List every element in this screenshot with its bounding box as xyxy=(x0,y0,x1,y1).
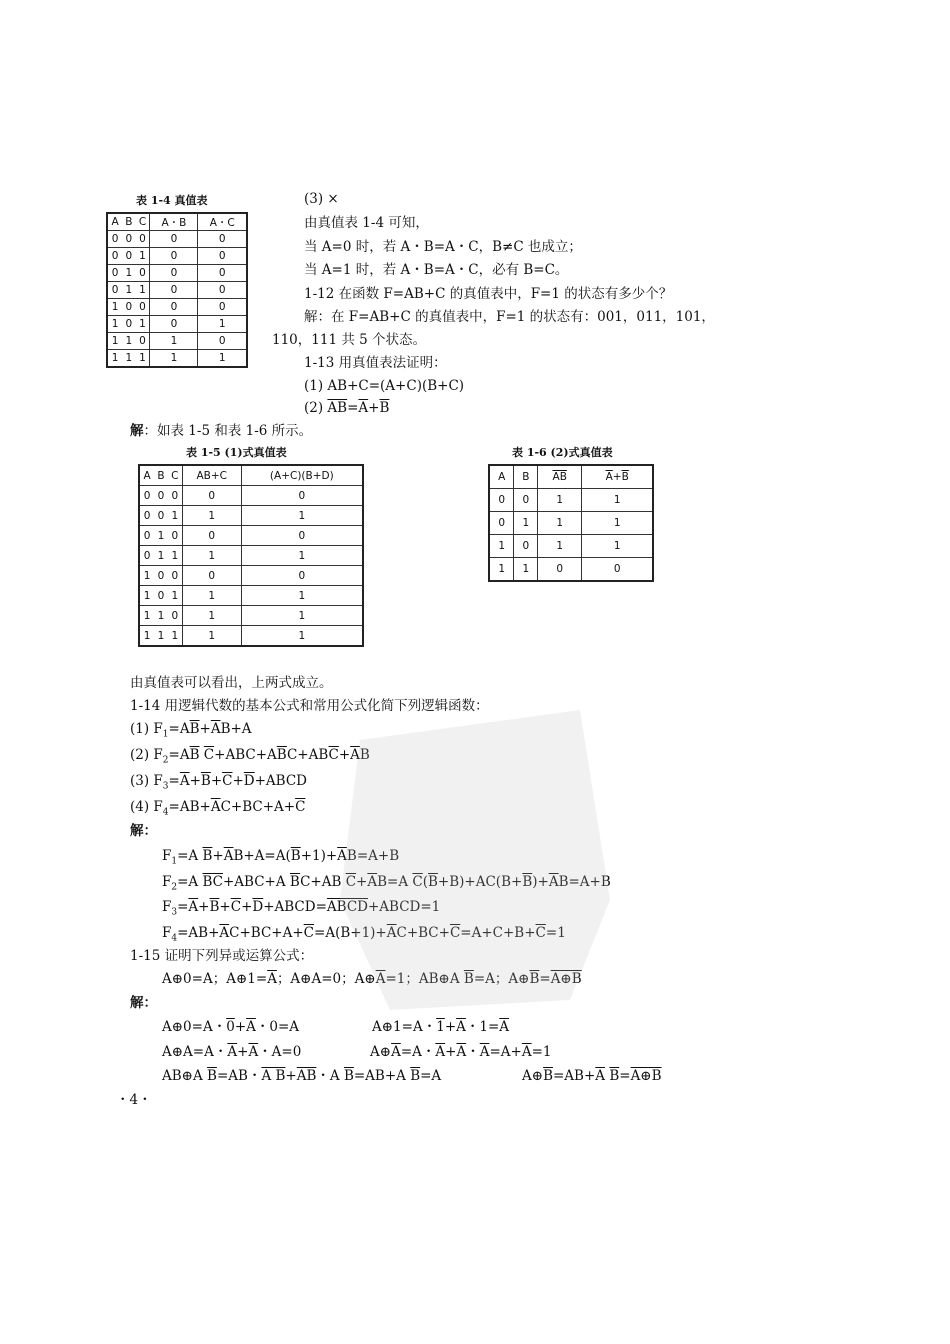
formula-term: $\overline{B}$ xyxy=(379,400,390,416)
table-cell: 0 xyxy=(139,486,154,506)
f3-solution: $F_3=\overline{A}+\overline{B}+\overline{C}+\overline{D}+ABCD=ABCD+ABCD=1$ xyxy=(162,899,441,918)
formula-op: + xyxy=(368,400,380,416)
table-cell: 0 xyxy=(150,316,198,333)
xor-proof-5: AB⊕A $\overline{B}=AB$・A $B+\overline{AB}$・A $\overline{B}=AB+A$ $\overline{B}=A$ xyxy=(162,1068,442,1084)
table-1-6 xyxy=(488,464,654,582)
text-line: 110，111 共 5 个状态。 xyxy=(272,332,426,348)
table-row xyxy=(139,586,363,606)
xor-proof-2: A⊕1=A・$1+\overline{A}$・$1=\overline{A}$ xyxy=(372,1019,510,1035)
table-1-4-caption: 表 1-4 真值表 xyxy=(136,194,208,207)
table-header-cell: A xyxy=(107,213,122,231)
solution-text: ：在 F=AB+C 的真值表中，F=1 的状态有：001，011，101， xyxy=(317,309,715,325)
table-cell: 1 xyxy=(514,512,538,535)
text-line: 当 A=1 时，若 A・B=A・C，必有 B=C。 xyxy=(304,262,569,278)
table-cell: 1 xyxy=(135,350,150,368)
table-header-cell: C xyxy=(168,465,183,486)
table-header-cell: A・C xyxy=(198,213,247,231)
solution-label-1-14: 解： xyxy=(130,823,157,839)
table-cell: 0 xyxy=(582,558,653,582)
table-cell: 0 xyxy=(139,526,154,546)
table-cell: 0 xyxy=(135,231,150,248)
table-cell: 1 xyxy=(182,606,241,626)
table-row xyxy=(139,486,363,506)
formula-2 xyxy=(304,399,389,417)
table-row xyxy=(107,282,247,299)
table-1-5 xyxy=(138,464,364,647)
table-cell: 0 xyxy=(241,566,363,586)
table-cell: 1 xyxy=(241,586,363,606)
question-1-12: 1-12 在函数 F=AB+C 的真值表中，F=1 的状态有多少个？ xyxy=(304,286,673,302)
f2-solution: $F_2=A$ $\overline{B}\overline{C}+ABC+A$ $\overline{B}C+AB$ $\overline{C}+\overline{A}B=A$ $\overline{C}(\overline{B}+B)+AC(B+\overline{B})+\overline{A}B=A+B$ xyxy=(162,874,611,893)
table-cell: 1 xyxy=(122,282,135,299)
solution-1-12 xyxy=(304,308,715,326)
table-row xyxy=(107,333,247,350)
table-cell: 1 xyxy=(182,546,241,566)
table-1-6-caption: 表 1-6 (2)式真值表 xyxy=(512,446,613,459)
table-cell: 1 xyxy=(168,506,183,526)
table-cell: 0 xyxy=(150,265,198,282)
table-header-cell: C xyxy=(135,213,150,231)
table-cell: 0 xyxy=(168,526,183,546)
table-cell: 1 xyxy=(154,546,167,566)
table-cell: 1 xyxy=(139,626,154,647)
table-cell: 1 xyxy=(489,535,514,558)
table-cell: 1 xyxy=(107,299,122,316)
table-cell: 0 xyxy=(489,512,514,535)
table-cell: 0 xyxy=(514,489,538,512)
table-cell: 0 xyxy=(122,316,135,333)
table-cell: 1 xyxy=(122,333,135,350)
table-cell: 1 xyxy=(168,546,183,566)
formula-prefix: (2) xyxy=(304,400,328,416)
table-header-cell: AB+C xyxy=(182,465,241,486)
table-row xyxy=(489,512,653,535)
table-header-cell: B xyxy=(514,465,538,489)
table-cell: 1 xyxy=(538,535,582,558)
table-cell: 1 xyxy=(241,506,363,526)
table-cell: 0 xyxy=(154,486,167,506)
table-cell: 1 xyxy=(122,350,135,368)
table-cell: 1 xyxy=(198,350,247,368)
table-cell: 0 xyxy=(168,566,183,586)
table-cell: 1 xyxy=(538,512,582,535)
f4-question: (4) $F_4=AB+\overline{A}C+BC+A+\overline{C}$ xyxy=(130,799,306,818)
table-cell: 1 xyxy=(198,316,247,333)
table-header-cell: (A+C)(B+D) xyxy=(241,465,363,486)
table-row xyxy=(107,316,247,333)
table-header-cell: A・B xyxy=(150,213,198,231)
question-1-15: 1-15 证明下列异或运算公式： xyxy=(130,948,314,964)
table-cell: 0 xyxy=(154,506,167,526)
table-cell: 1 xyxy=(182,506,241,526)
formula-term: $\overline{AB}$ xyxy=(327,400,348,416)
table-row xyxy=(489,558,653,582)
xor-proof-1: A⊕0=A・$0+\overline{A}$・0=A xyxy=(162,1019,300,1035)
solution-1-13 xyxy=(130,422,312,440)
table-1-5-caption: 表 1-5 (1)式真值表 xyxy=(186,446,287,459)
f3-question: (3) $F_3=\overline{A}+\overline{B}+\overline{C}+\overline{D}+ABCD$ xyxy=(130,773,307,792)
f1-question: (1) $F_1=A\overline{B}+\overline{A}B+A$ xyxy=(130,721,252,740)
table-cell: 1 xyxy=(139,586,154,606)
table-cell: 0 xyxy=(514,535,538,558)
table-cell: 0 xyxy=(182,566,241,586)
formula-term: $\overline{A}$ xyxy=(358,400,369,416)
table-header-cell: A xyxy=(139,465,154,486)
page-number: ・4・ xyxy=(116,1092,152,1108)
table-cell: 0 xyxy=(198,248,247,265)
table-cell: 0 xyxy=(489,489,514,512)
table-cell: 0 xyxy=(107,231,122,248)
table-cell: 0 xyxy=(150,282,198,299)
conclusion: 由真值表可以看出，上两式成立。 xyxy=(130,675,333,691)
table-row xyxy=(139,606,363,626)
table-cell: 1 xyxy=(582,535,653,558)
table-cell: 1 xyxy=(107,316,122,333)
table-header-cell: A xyxy=(489,465,514,489)
table-cell: 0 xyxy=(139,546,154,566)
text-line: 由真值表 1-4 可知， xyxy=(304,215,429,231)
table-row xyxy=(489,535,653,558)
table-cell: 0 xyxy=(150,231,198,248)
table-cell: 0 xyxy=(107,282,122,299)
table-row xyxy=(107,248,247,265)
table-cell: 0 xyxy=(135,265,150,282)
table-cell: 1 xyxy=(514,558,538,582)
f4-solution: $F_4=AB+\overline{A}C+BC+A+\overline{C}=A(B+1)+\overline{A}C+BC+\overline{C}=A+C+B+\overline{C}=1$ xyxy=(162,925,566,944)
table-cell: 1 xyxy=(241,626,363,647)
table-cell: 0 xyxy=(241,526,363,546)
table-cell: 1 xyxy=(107,333,122,350)
table-cell: 0 xyxy=(107,248,122,265)
table-cell: 0 xyxy=(241,486,363,506)
table-cell: 0 xyxy=(139,506,154,526)
table-cell: 0 xyxy=(122,299,135,316)
table-row xyxy=(139,626,363,647)
table-cell: 1 xyxy=(122,265,135,282)
table-cell: 1 xyxy=(182,626,241,647)
table-header-cell: $\overline{AB}$ xyxy=(538,465,582,489)
table-cell: 0 xyxy=(135,333,150,350)
table-cell: 0 xyxy=(154,566,167,586)
table-row xyxy=(107,265,247,282)
table-cell: 0 xyxy=(107,265,122,282)
table-cell: 0 xyxy=(122,248,135,265)
solution-text: ：如表 1-5 和表 1-6 所示。 xyxy=(143,423,313,439)
table-cell: 1 xyxy=(538,489,582,512)
table-cell: 1 xyxy=(582,489,653,512)
table-cell: 0 xyxy=(168,486,183,506)
table-cell: 1 xyxy=(154,606,167,626)
table-cell: 1 xyxy=(135,248,150,265)
table-cell: 0 xyxy=(182,486,241,506)
question-1-14: 1-14 用逻辑代数的基本公式和常用公式化简下列逻辑函数： xyxy=(130,698,489,714)
table-cell: 0 xyxy=(122,231,135,248)
xor-proof-3: A⊕A=A・$\overline{A}+\overline{A}$・A=0 xyxy=(162,1044,302,1060)
table-cell: 0 xyxy=(150,248,198,265)
table-cell: 0 xyxy=(135,299,150,316)
solution-label: 解 xyxy=(130,423,144,439)
table-cell: 1 xyxy=(135,316,150,333)
formula-op: = xyxy=(347,400,359,416)
table-cell: 1 xyxy=(139,566,154,586)
table-row xyxy=(139,526,363,546)
answer-3: (3) × xyxy=(304,191,339,207)
table-cell: 1 xyxy=(582,512,653,535)
table-row xyxy=(489,489,653,512)
table-cell: 0 xyxy=(182,526,241,546)
table-cell: 1 xyxy=(135,282,150,299)
table-cell: 1 xyxy=(154,626,167,647)
table-row xyxy=(107,299,247,316)
table-1-4 xyxy=(106,212,248,368)
table-header-cell: $\overline{A}+\overline{B}$ xyxy=(582,465,653,489)
table-cell: 1 xyxy=(150,333,198,350)
table-cell: 1 xyxy=(168,586,183,606)
table-cell: 0 xyxy=(538,558,582,582)
table-row xyxy=(139,506,363,526)
xor-proof-6: $A\oplus\overline{B}=AB+\overline{A}$ $\overline{B}=A\oplus B$ xyxy=(522,1068,662,1084)
table-cell: 0 xyxy=(198,265,247,282)
table-header-cell: B xyxy=(122,213,135,231)
table-cell: 1 xyxy=(241,606,363,626)
formula-1: (1) AB+C=(A+C)(B+C) xyxy=(304,378,465,394)
table-cell: 0 xyxy=(198,333,247,350)
table-cell: 0 xyxy=(198,299,247,316)
table-row xyxy=(139,546,363,566)
table-row xyxy=(139,566,363,586)
table-cell: 0 xyxy=(150,299,198,316)
table-cell: 1 xyxy=(489,558,514,582)
table-header-cell: B xyxy=(154,465,167,486)
solution-label-1-15: 解： xyxy=(130,995,157,1011)
text-line: 当 A=0 时，若 A・B=A・C，B≠C 也成立； xyxy=(304,239,582,255)
table-cell: 1 xyxy=(107,350,122,368)
f1-solution: $F_1=A$ $\overline{B}+\overline{A}B+A=A(\overline{B}+1)+\overline{A}B=A+B$ xyxy=(162,848,400,867)
table-cell: 1 xyxy=(150,350,198,368)
table-row xyxy=(107,231,247,248)
table-cell: 0 xyxy=(198,282,247,299)
xor-proof-4: $A\oplus\overline{A}=A$・$\overline{A}+\overline{A}$・$\overline{A}=A+\overline{A}=1$ xyxy=(370,1044,552,1060)
xor-formulas: A⊕0=A；$A\oplus 1=\overline{A}$；A⊕A=0；$A\oplus\overline{A}=1$；AB⊕A $\overline{B}=A$；$A\oplus\overline{B}=A\oplus B$ xyxy=(162,971,582,987)
table-cell: 1 xyxy=(154,526,167,546)
table-cell: 1 xyxy=(182,586,241,606)
f2-question: (2) $F_2=A\overline{B}$ $\overline{C}+ABC+A\overline{B}C+AB\overline{C}+\overline{A}B$ xyxy=(130,747,370,766)
table-row xyxy=(107,350,247,368)
table-cell: 1 xyxy=(241,546,363,566)
seal-watermark xyxy=(320,700,620,1020)
table-cell: 0 xyxy=(198,231,247,248)
table-cell: 1 xyxy=(139,606,154,626)
solution-label: 解 xyxy=(304,309,318,325)
table-cell: 0 xyxy=(154,586,167,606)
question-1-13: 1-13 用真值表法证明： xyxy=(304,355,447,371)
table-cell: 0 xyxy=(168,606,183,626)
table-cell: 1 xyxy=(168,626,183,647)
